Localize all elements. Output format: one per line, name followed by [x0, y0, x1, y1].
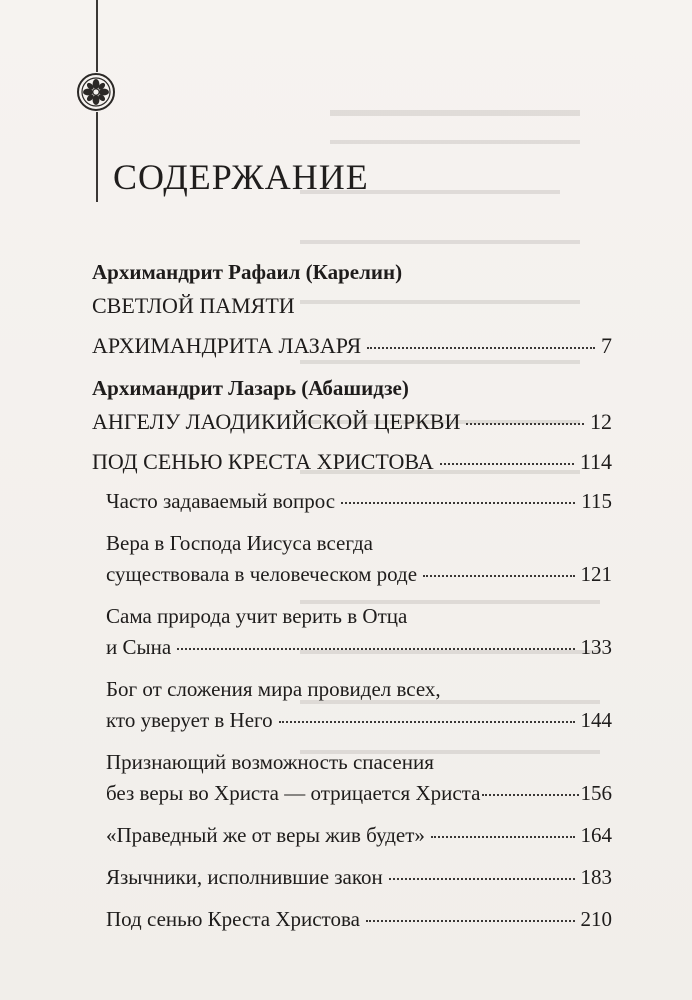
toc-entry-title: кто уверует в Него — [106, 708, 273, 732]
page-number: 210 — [580, 907, 612, 931]
toc-subentry[interactable] — [106, 904, 612, 935]
page-number: 144 — [580, 708, 612, 732]
dot-leader — [177, 634, 574, 650]
rosette-ornament-icon — [76, 72, 116, 112]
page-number: 121 — [580, 562, 612, 586]
vertical-rule-bottom — [96, 112, 98, 202]
toc-entry-title-line: Вера в Господа Иисуса всегда — [106, 531, 373, 555]
author-name: Архимандрит Лазарь (Абашидзе) — [92, 376, 409, 400]
toc-entry-title-line: Бог от сложения мира провидел всех, — [106, 677, 441, 701]
toc-entry[interactable] — [92, 326, 612, 366]
page-number: 164 — [580, 823, 612, 847]
toc-entry[interactable] — [92, 442, 612, 482]
page-number: 156 — [580, 781, 612, 805]
page-number: 133 — [580, 635, 612, 659]
author-name: Архимандрит Рафаил (Карелин) — [92, 260, 403, 284]
toc-entry-title: АРХИМАНДРИТА ЛАЗАРЯ — [92, 333, 362, 358]
dot-leader — [423, 561, 574, 577]
page-number: 7 — [601, 333, 612, 358]
dot-leader — [367, 331, 595, 349]
subentries-list — [92, 486, 612, 935]
page-number: 183 — [580, 865, 612, 889]
toc-entry-title-line: Сама природа учит верить в Отца — [106, 604, 408, 628]
dot-leader — [431, 822, 575, 838]
page-number: 115 — [581, 489, 612, 513]
toc-entry-title: и Сына — [106, 635, 172, 659]
toc-subentry[interactable] — [106, 747, 612, 809]
toc-subentry[interactable] — [106, 486, 612, 517]
toc-entry-title: «Праведный же от веры жив будет» — [106, 823, 425, 847]
toc-entry-title: АНГЕЛУ ЛАОДИКИЙСКОЙ ЦЕРКВИ — [92, 409, 461, 434]
toc-entry-title-line: Признающий возможность спасения — [106, 750, 434, 774]
dot-leader — [341, 488, 575, 504]
dot-leader — [466, 407, 584, 425]
dot-leader — [279, 707, 575, 723]
page-number: 114 — [579, 449, 612, 474]
table-of-contents — [92, 250, 612, 946]
page-title: СОДЕРЖАНИЕ — [113, 157, 369, 197]
toc-subentry[interactable] — [106, 601, 612, 663]
toc-entry-title: Часто задаваемый вопрос — [106, 489, 336, 513]
toc-entry-title: Язычники, исполнившие закон — [106, 865, 383, 889]
dot-leader — [366, 906, 575, 922]
toc-entry[interactable] — [92, 402, 612, 442]
toc-subentry[interactable] — [106, 674, 612, 736]
dot-leader — [440, 447, 574, 465]
toc-heading-line: СВЕТЛОЙ ПАМЯТИ — [92, 293, 295, 318]
toc-entry-title: Под сенью Креста Христова — [106, 907, 360, 931]
page-number: 12 — [590, 409, 612, 434]
toc-entry-title: без веры во Христа — отрицается Христа — [106, 781, 481, 805]
toc-entry-title: ПОД СЕНЬЮ КРЕСТА ХРИСТОВА — [92, 449, 434, 474]
toc-subentry[interactable] — [106, 528, 612, 590]
dot-leader — [482, 780, 578, 796]
toc-subentry[interactable] — [106, 820, 612, 851]
dot-leader — [389, 864, 575, 880]
vertical-rule-top — [96, 0, 98, 72]
toc-subentry[interactable] — [106, 862, 612, 893]
toc-entry-title: существовала в человеческом роде — [106, 562, 418, 586]
